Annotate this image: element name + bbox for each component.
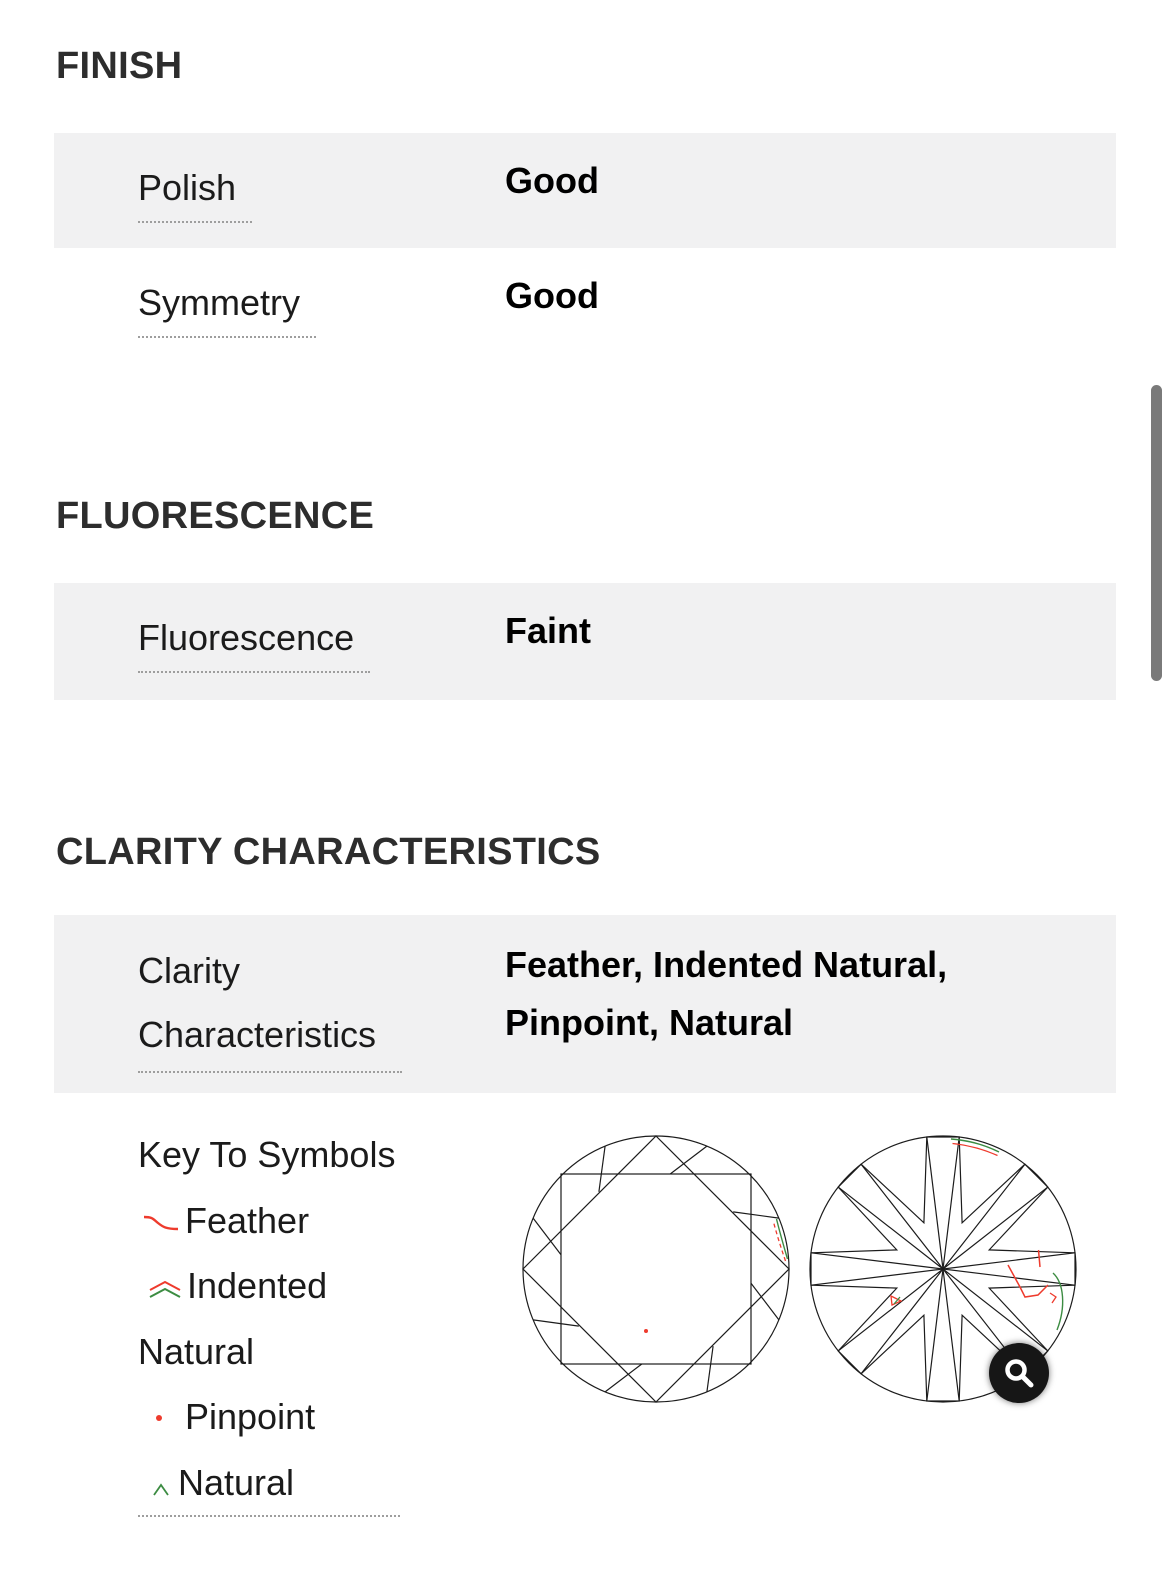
pavilion-feather-hook-mark	[1050, 1293, 1056, 1303]
crown-view-plot	[523, 1136, 789, 1402]
key-to-symbols	[138, 1122, 396, 1517]
key-item-feather	[138, 1188, 396, 1254]
clarity-characteristics-row	[54, 915, 1116, 1093]
natural-symbol-icon	[152, 1483, 170, 1497]
fluorescence-label-cell	[54, 583, 505, 700]
clarity-characteristics-value: Feather, Indented Natural, Pinpoint, Natural	[505, 944, 948, 1043]
polish-value: Good	[505, 160, 599, 201]
pavilion-feather-tick-mark	[1039, 1250, 1041, 1267]
polish-label: Polish	[138, 167, 252, 223]
clarity-label-cell	[54, 915, 505, 1093]
key-item-indented-natural	[138, 1253, 396, 1384]
finish-rows	[54, 133, 1116, 363]
clarity-section-title: CLARITY CHARACTERISTICS	[56, 831, 601, 873]
clarity-rows	[54, 915, 1116, 1093]
key-item-pinpoint-label: Pinpoint	[185, 1396, 316, 1437]
fluorescence-label: Fluorescence	[138, 617, 370, 673]
symmetry-value: Good	[505, 275, 599, 316]
key-item-pinpoint	[138, 1384, 396, 1450]
fluorescence-value: Faint	[505, 610, 591, 651]
symmetry-row	[54, 248, 1116, 363]
symmetry-label-cell	[54, 248, 505, 363]
magnifier-icon	[1002, 1356, 1036, 1390]
zoom-diagram-button[interactable]	[989, 1343, 1049, 1403]
key-item-indented-natural-label: Indented Natural	[138, 1265, 328, 1372]
finish-section-title: FINISH	[56, 45, 183, 87]
key-to-symbols-underline	[138, 1515, 400, 1517]
key-item-feather-label: Feather	[185, 1199, 310, 1241]
pinpoint-symbol-icon	[156, 1415, 162, 1421]
polish-row	[54, 133, 1116, 248]
fluorescence-row	[54, 583, 1116, 700]
scrollbar-thumb[interactable]	[1151, 385, 1162, 681]
feather-symbol-icon	[143, 1211, 179, 1235]
fluorescence-rows	[54, 583, 1116, 700]
fluorescence-section-title: FLUORESCENCE	[56, 495, 375, 537]
pavilion-right-natural-mark	[1053, 1273, 1063, 1330]
polish-label-cell	[54, 133, 505, 248]
clarity-characteristics-label: Clarity Characteristics	[138, 939, 402, 1073]
key-item-natural	[138, 1450, 396, 1516]
symmetry-label: Symmetry	[138, 282, 316, 338]
key-item-natural-label: Natural	[178, 1461, 295, 1503]
key-to-symbols-title: Key To Symbols	[138, 1134, 396, 1175]
indented-natural-symbol-icon	[148, 1280, 182, 1300]
crown-pinpoint-mark	[644, 1329, 648, 1333]
